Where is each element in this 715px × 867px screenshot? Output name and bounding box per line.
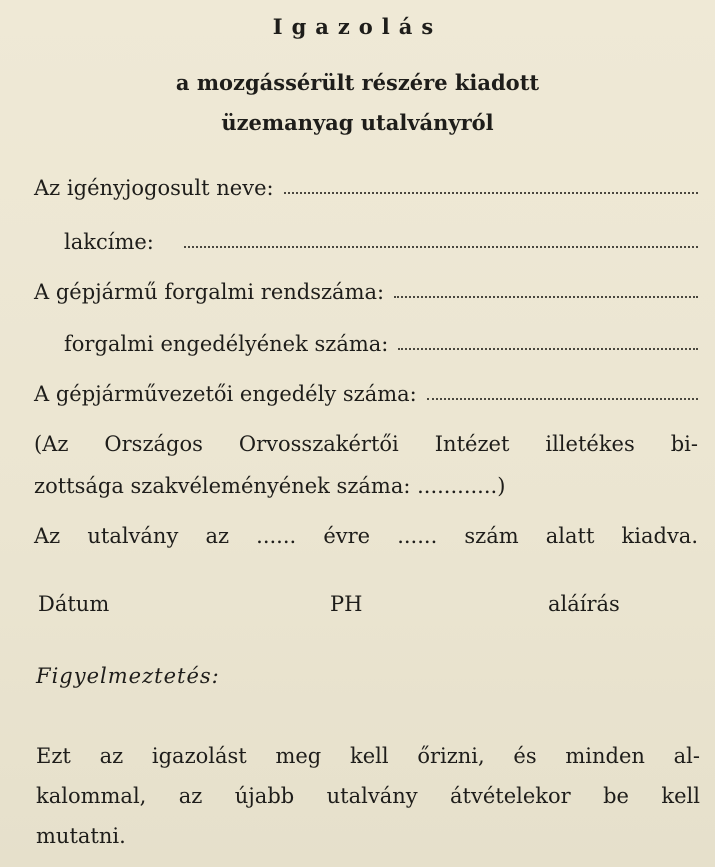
institute-note-line1: (Az Országos Orvosszakértői Intézet illetékes bi- bbox=[34, 432, 698, 456]
license-field-blank[interactable] bbox=[427, 398, 698, 400]
voucher-issued-text: Az utalvány az ...... évre ...... szám alatt kiadva. bbox=[34, 524, 698, 548]
license-field-label: A gépjárművezetői engedély száma: bbox=[34, 382, 417, 406]
warning-line2: kalommal, az újabb utalvány átvételekor be kell bbox=[36, 784, 700, 808]
registration-field-row bbox=[64, 332, 698, 356]
address-field-row bbox=[64, 230, 698, 254]
plate-field-row bbox=[34, 280, 698, 304]
warning-text bbox=[36, 736, 700, 856]
name-field-row bbox=[34, 176, 698, 200]
name-field-label: Az igényjogosult neve: bbox=[34, 176, 274, 200]
signature-label: aláírás bbox=[548, 592, 620, 616]
date-label: Dátum bbox=[38, 592, 110, 616]
name-field-blank[interactable] bbox=[284, 192, 698, 194]
document-subtitle-line1: a mozgássérült részére kiadott bbox=[175, 70, 540, 95]
warning-line3: mutatni. bbox=[36, 824, 126, 848]
registration-field-label: forgalmi engedélyének száma: bbox=[64, 332, 389, 356]
document-subtitle-line2: üzemanyag utalványról bbox=[221, 110, 494, 135]
warning-line1: Ezt az igazolást meg kell őrizni, és minden al- bbox=[36, 744, 700, 768]
address-field-label: lakcíme: bbox=[64, 230, 154, 254]
registration-field-blank[interactable] bbox=[398, 348, 698, 350]
warning-title: Figyelmeztetés: bbox=[36, 664, 220, 688]
license-field-row bbox=[34, 382, 698, 406]
institute-note-line2: zottsága szakvéleményének száma: ............) bbox=[34, 474, 506, 498]
plate-field-label: A gépjármű forgalmi rendszáma: bbox=[34, 280, 385, 304]
document-title: Igazolás bbox=[272, 14, 443, 39]
plate-field-blank[interactable] bbox=[394, 296, 698, 298]
address-field-blank[interactable] bbox=[184, 246, 698, 248]
stamp-label: PH bbox=[330, 592, 363, 616]
